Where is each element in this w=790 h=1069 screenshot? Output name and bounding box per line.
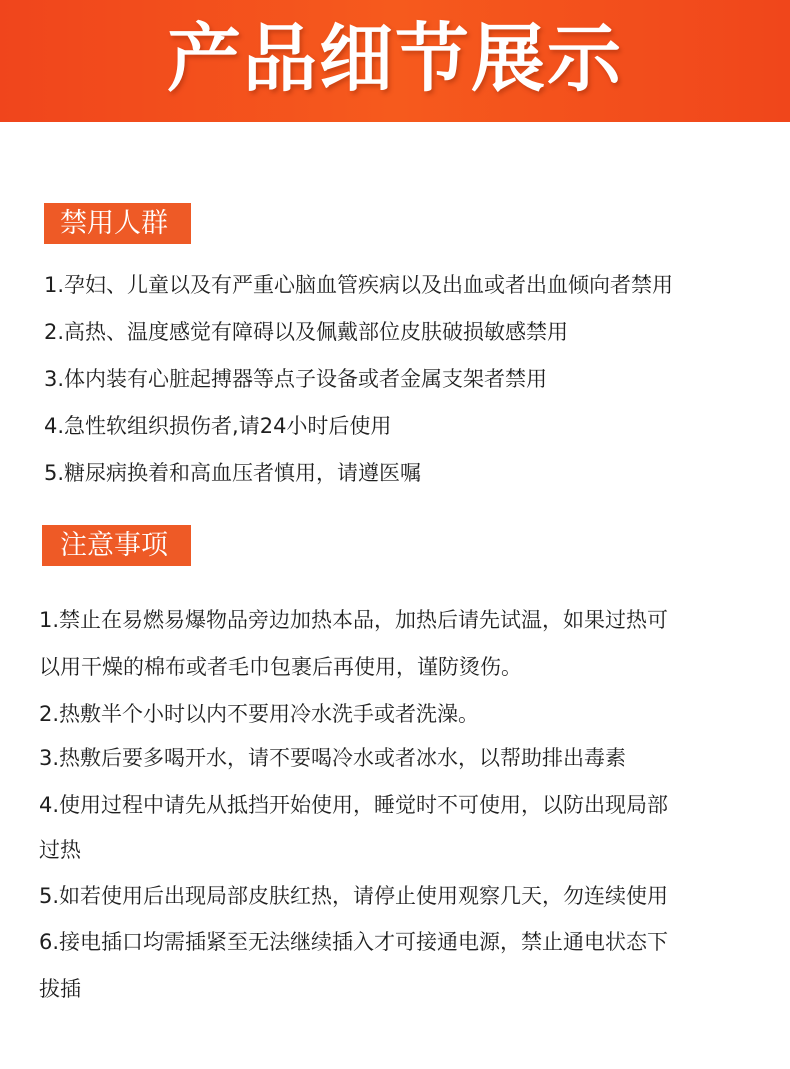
- precaution-line: 拔插: [39, 977, 81, 1001]
- contraindication-item: 4.急性软组织损伤者,请24小时后使用: [44, 414, 392, 438]
- section-heading-label: 注意事项: [60, 530, 168, 561]
- precaution-line: 2.热敷半个小时以内不要用冷水洗手或者洗澡。: [39, 702, 480, 726]
- precaution-line: 以用干燥的棉布或者毛巾包裹后再使用，谨防烫伤。: [39, 655, 522, 679]
- precaution-line: 1.禁止在易燃易爆物品旁边加热本品，加热后请先试温，如果过热可: [39, 608, 669, 632]
- contraindication-item: 5.糖尿病换着和高血压者慎用，请遵医嘱: [44, 461, 422, 485]
- precaution-line: 4.使用过程中请先从抵挡开始使用，睡觉时不可使用，以防出现局部: [39, 793, 669, 817]
- contraindication-item: 2.高热、温度感觉有障碍以及佩戴部位皮肤破损敏感禁用: [44, 320, 569, 344]
- contraindication-item: 3.体内装有心脏起搏器等点子设备或者金属支架者禁用: [44, 367, 548, 391]
- section-heading-contraindications: 禁用人群: [44, 203, 191, 244]
- page-title: 产品细节展示: [167, 16, 623, 102]
- precaution-line: 过热: [39, 838, 81, 862]
- section-heading-precautions: [42, 525, 191, 566]
- precaution-line: 3.热敷后要多喝开水，请不要喝冷水或者冰水，以帮助排出毒素: [39, 746, 627, 770]
- precaution-line: 6.接电插口均需插紧至无法继续插入才可接通电源，禁止通电状态下: [39, 930, 669, 954]
- contraindication-item: 1.孕妇、儿童以及有严重心脑血管疾病以及出血或者出血倾向者禁用: [44, 273, 674, 297]
- precaution-line: 5.如若使用后出现局部皮肤红热，请停止使用观察几天，勿连续使用: [39, 884, 669, 908]
